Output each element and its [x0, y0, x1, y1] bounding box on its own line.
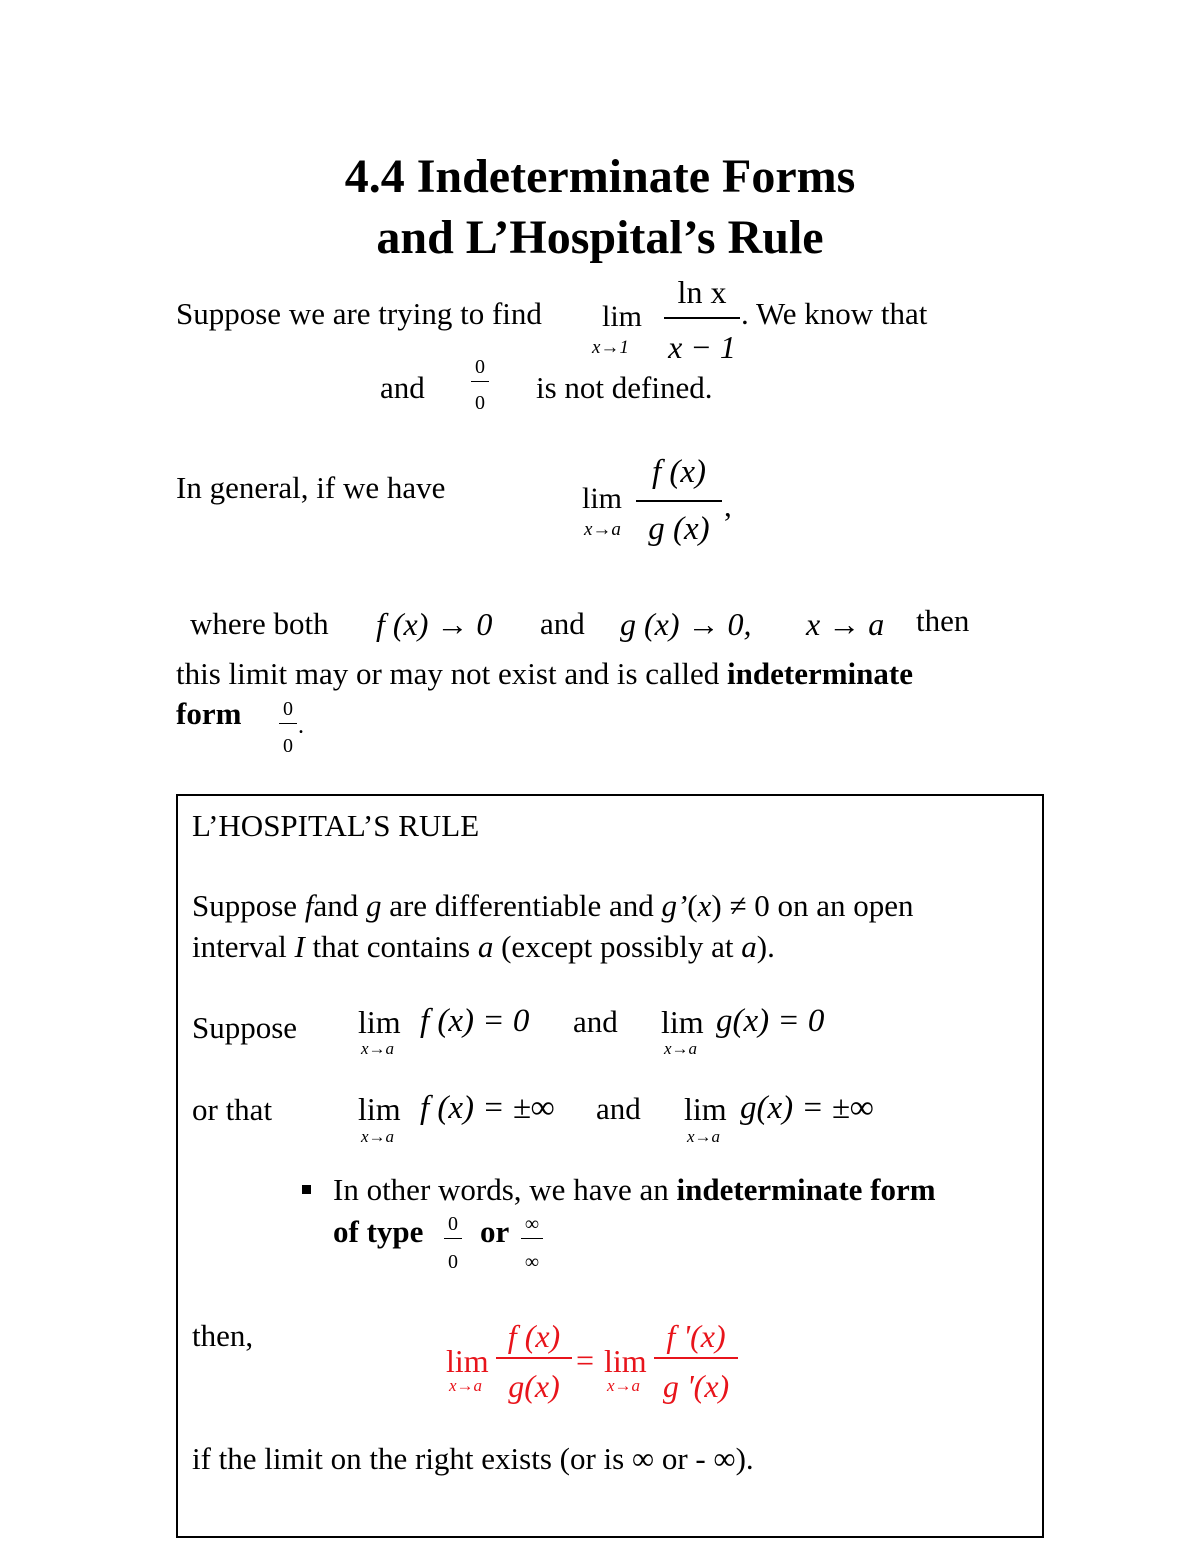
type-zero-numerator: 0	[448, 1213, 458, 1235]
conclusion-equals: =	[576, 1342, 595, 1378]
rule-footer: if the limit on the right exists (or is ∞ or - ∞).	[192, 1441, 754, 1476]
intro-lim-subscript: x→1	[592, 337, 629, 358]
rule-heading: L’HOSPITAL’S RULE	[192, 808, 480, 843]
suppose-lim-2-subscript: x→a	[664, 1039, 698, 1058]
orthat-f-equals-infinity: f (x) = ±∞	[420, 1090, 555, 1126]
general-lim-subscript: x→a	[584, 519, 621, 540]
general-comma: ,	[724, 488, 732, 523]
intro-lim: lim	[602, 300, 643, 333]
orthat-lim-2-subscript: x→a	[687, 1127, 721, 1146]
conclusion-denominator-2: g '(x)	[662, 1368, 730, 1404]
and-word: and	[380, 370, 425, 405]
limit-may-not-exist-line	[176, 658, 913, 689]
type-infinity-denominator: ∞	[524, 1251, 540, 1273]
x-tends-a: x → a	[806, 606, 885, 642]
indeterminate-word: indeterminate	[727, 656, 913, 691]
page-title-line1: 4.4 Indeterminate Forms	[344, 150, 856, 203]
general-lim: lim	[582, 482, 623, 515]
conclusion-lim-1-subscript: x→a	[449, 1376, 483, 1395]
suppose-g-equals-zero: g(x) = 0	[716, 1003, 825, 1039]
conclusion-numerator-2: f '(x)	[666, 1318, 726, 1354]
intro-fraction-numerator: ln x	[677, 274, 727, 310]
conclusion-bar-2	[654, 1357, 738, 1359]
suppose-lim-1-subscript: x→a	[361, 1039, 395, 1058]
general-fraction-numerator: f (x)	[651, 454, 707, 490]
conclusion-bar-1	[496, 1357, 572, 1359]
suppose-label: Suppose	[192, 1010, 298, 1045]
general-fraction-denominator: g (x)	[648, 511, 710, 547]
where-both-text: where both	[190, 606, 329, 641]
general-text: In general, if we have	[176, 470, 446, 505]
zero-over-zero-denominator: 0	[475, 392, 485, 414]
type-infinity-bar	[521, 1238, 543, 1239]
type-zero-bar	[444, 1238, 462, 1239]
form-fraction-bar	[279, 723, 297, 724]
conclusion-numerator-1: f (x)	[507, 1318, 561, 1354]
conclusion-lim-1: lim	[446, 1343, 489, 1379]
rule-hypothesis-line2: interval I that contains a (except possibly at a).	[192, 929, 775, 964]
conclusion-lim-2-subscript: x→a	[607, 1376, 641, 1395]
suppose-lim-2: lim	[661, 1004, 704, 1040]
intro-fraction-denominator: x − 1	[668, 329, 736, 365]
and-word-2: and	[540, 606, 585, 641]
form-fraction-denominator: 0	[283, 735, 293, 757]
orthat-g-equals-infinity: g(x) = ±∞	[740, 1090, 874, 1126]
page-title-line2: and L’Hospital’s Rule	[376, 211, 824, 264]
orthat-lim-1-subscript: x→a	[361, 1127, 395, 1146]
orthat-and: and	[596, 1091, 641, 1126]
rule-hypothesis-line1: Suppose fand g are differentiable and g’(x) ≠ 0 on an open	[192, 888, 914, 923]
bullet-line1: In other words, we have an indeterminate form	[333, 1172, 936, 1207]
not-defined-text: is not defined.	[536, 370, 713, 405]
form-period: .	[298, 713, 304, 739]
or-that-label: or that	[192, 1092, 273, 1127]
orthat-lim-1: lim	[358, 1091, 401, 1127]
bullet-or: or	[480, 1214, 510, 1249]
form-fraction-numerator: 0	[283, 698, 293, 720]
suppose-f-equals-zero: f (x) = 0	[420, 1003, 530, 1039]
bullet-of-type: of type	[333, 1214, 424, 1249]
f-tends-zero: f (x) → 0	[376, 606, 493, 642]
bullet-icon	[302, 1185, 311, 1194]
conclusion-lim-2: lim	[604, 1343, 647, 1379]
general-fraction-bar	[636, 500, 722, 502]
zero-over-zero-numerator: 0	[475, 356, 485, 378]
intro-fraction-bar	[664, 317, 740, 319]
suppose-and: and	[573, 1004, 618, 1039]
intro-text: Suppose we are trying to find	[176, 296, 542, 331]
limit-may-not-exist-text: this limit may or may not exist and is called	[176, 656, 720, 691]
then-label: then,	[192, 1318, 254, 1353]
conclusion-denominator-1: g(x)	[508, 1368, 560, 1404]
zero-over-zero-bar	[471, 381, 489, 382]
orthat-lim-2: lim	[684, 1091, 727, 1127]
intro-suffix: . We know that	[741, 296, 928, 331]
type-infinity-numerator: ∞	[524, 1213, 540, 1235]
form-word: form	[176, 696, 242, 731]
type-zero-denominator: 0	[448, 1251, 458, 1273]
then-word: then	[916, 603, 970, 638]
suppose-lim-1: lim	[358, 1004, 401, 1040]
g-tends-zero: g (x) → 0,	[620, 606, 752, 642]
